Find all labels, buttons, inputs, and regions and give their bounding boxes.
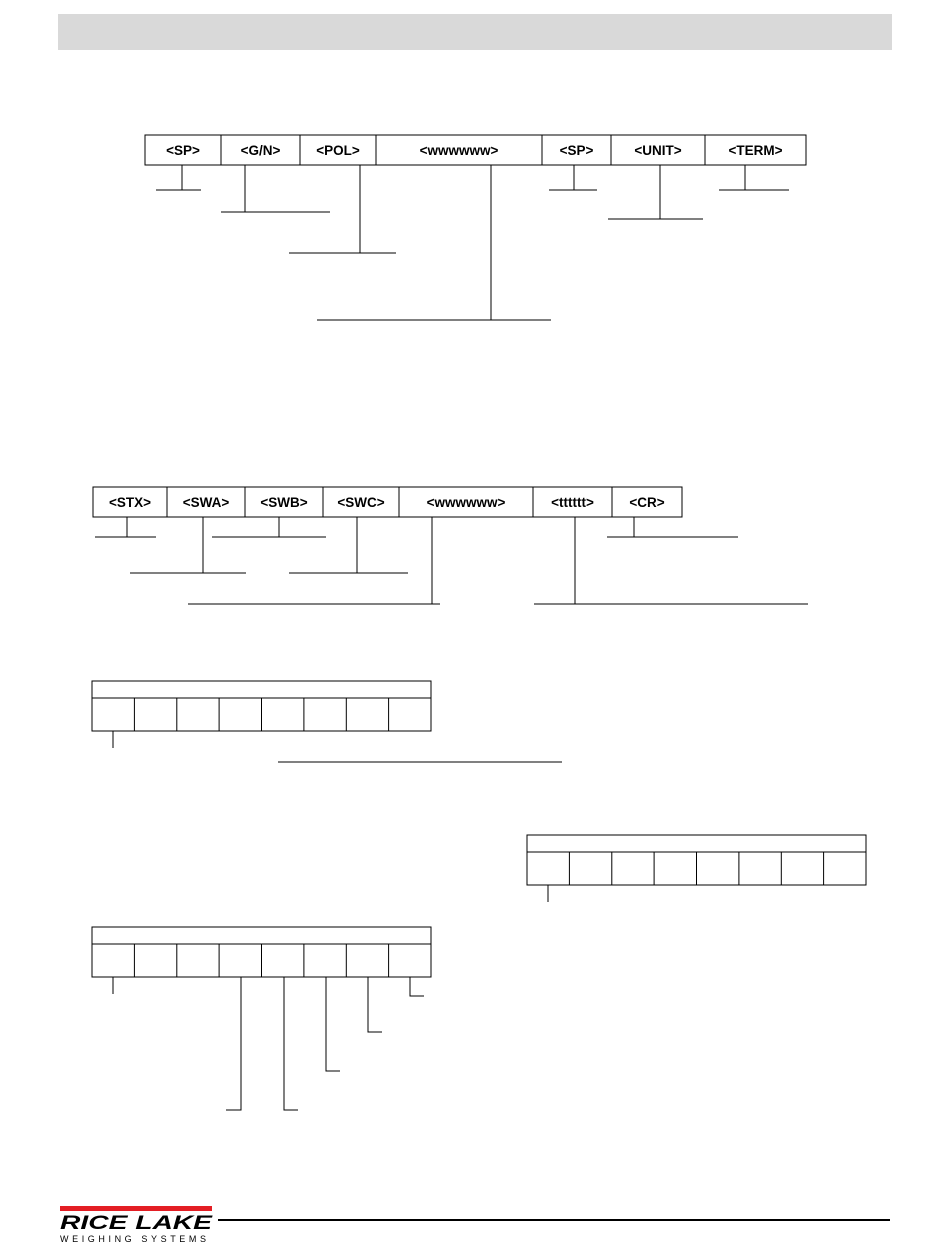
format-1-field-gn: <G/N>	[240, 143, 281, 158]
format-2-leaders	[95, 517, 808, 604]
format-1-field-pol: <POL>	[316, 143, 360, 158]
format-1-field-weight: <wwwwww>	[419, 143, 499, 158]
format-2-field-swa: <SWA>	[182, 495, 230, 510]
status-byte-a-table	[92, 681, 431, 731]
format-2-field-tare: <tttttt>	[551, 495, 594, 510]
footer-rule	[218, 1219, 890, 1221]
format-1-field-sp2: <SP>	[559, 143, 594, 158]
format-2-field-weight: <wwwwww>	[426, 495, 506, 510]
format-1-field-sp: <SP>	[166, 143, 200, 158]
format-1-field-term: <TERM>	[728, 143, 783, 158]
logo-wordmark: RICE LAKE	[60, 1213, 214, 1234]
status-byte-a-leaders	[113, 731, 562, 762]
status-byte-b-table	[527, 835, 866, 885]
format-2-field-cr: <CR>	[629, 495, 665, 510]
format-2-field-swb: <SWB>	[260, 495, 308, 510]
format-1-field-unit: <UNIT>	[634, 143, 682, 158]
format-2-field-swc: <SWC>	[337, 495, 385, 510]
status-byte-c-leaders	[113, 977, 424, 1110]
rice-lake-logo	[58, 1205, 218, 1245]
status-byte-c-table	[92, 927, 431, 977]
format-2-field-stx: <STX>	[108, 495, 152, 510]
logo-red-bar	[60, 1206, 212, 1211]
logo-subtext: WEIGHING SYSTEMS	[60, 1234, 206, 1244]
format-1-leaders	[156, 165, 789, 320]
